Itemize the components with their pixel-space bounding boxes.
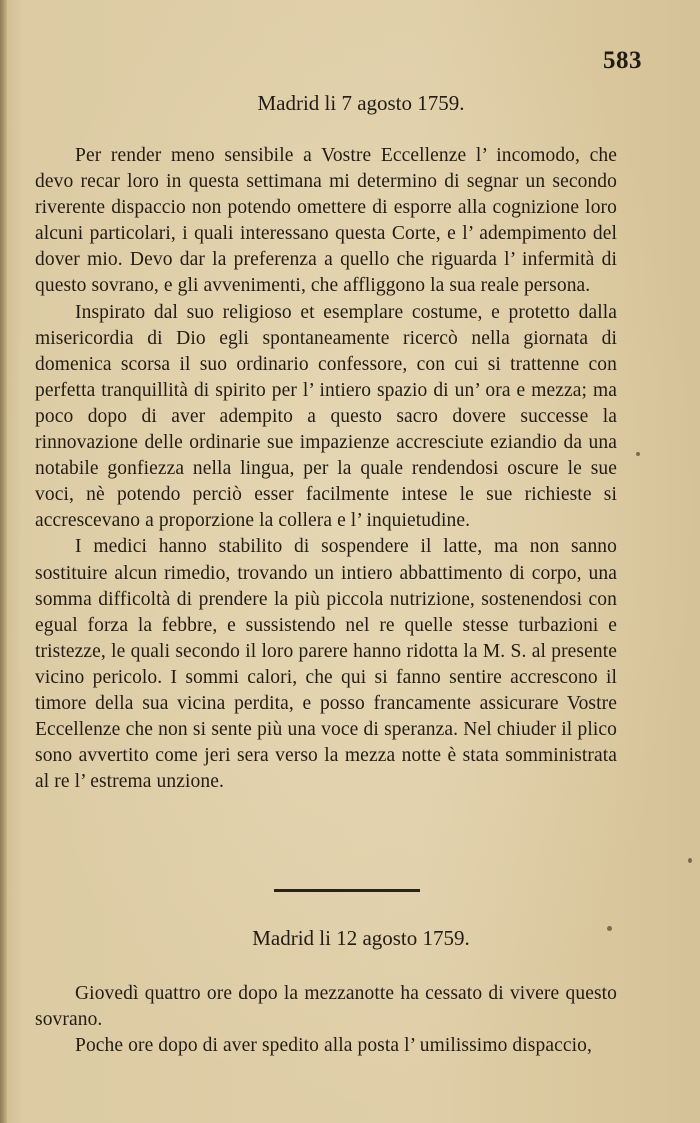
letter-1-paragraph-2: Inspirato dal suo religioso et esemplare costume, e protetto dalla misericordia di Dio egli spontaneamente ricercò nella giornata di domenica scorsa il suo ordinario confessore, con cui si trattenne con perfetta tranquillità di spirito per l’ intiero spazio di un’ ora e mezza; ma poco dopo di aver adempito a questo sacro dovere successe la rinnovazione delle ordinarie sue impazienze accresciute eziandio da una notabile gonfiezza nella lingua, per la quale rendendosi oscure le sue voci, nè potendo perciò esser facilmente intese le sue richieste si accrescevano a proporzione la collera e l’ inquietudine.	[35, 301, 617, 532]
letter-1-body	[35, 143, 617, 795]
letter-2-heading: Madrid li 12 agosto 1759.	[252, 926, 470, 950]
section-separator	[274, 889, 420, 892]
letter-1-heading: Madrid li 7 agosto 1759.	[257, 91, 465, 115]
letter-1-paragraph-3: I medici hanno stabilito di sospendere il latte, ma non sanno sostituire alcun rimedio, trovando un intiero abbattimento di corpo, una somma difficoltà di prendere la più piccola nutrizione, sostenendosi con egual forza la febbre, e sussistendo nel re quelle stesse turbazioni e tristezze, le quali secondo il loro parere hanno ridotta la M. S. al presente vicino pericolo. I sommi calori, che qui si fanno sentire accrescono il timore della sua vicina perdita, e posso francamente assicurare Vostre Eccellenze che non si sente più una voce di speranza. Nel chiuder il plico sono avvertito come jeri sera verso la mezza notte è stata somministrata al re l’ estrema unzione.	[35, 536, 617, 793]
letter-1-paragraph-1: Per render meno sensibile a Vostre Eccellenze l’ incomodo, che devo recar loro in questa settimana mi determino di segnar un secondo riverente dispaccio non potendo omettere di esporre alla cognizione loro alcuni particolari, i quali interessano questa Corte, e l’ adempimento del dover mio. Devo dar la preferenza a quello che riguarda l’ infermità di questo sovrano, e gli avvenimenti, che affliggono la sua reale persona.	[35, 145, 617, 297]
ink-spot	[688, 858, 692, 863]
ink-spot	[636, 452, 640, 456]
letter-2-body	[35, 981, 617, 1059]
ink-spot	[607, 926, 612, 931]
letter-2-paragraph-1: Giovedì quattro ore dopo la mezzanotte ha cessato di vivere questo sovrano.	[35, 983, 617, 1031]
binding-edge	[0, 0, 7, 1123]
page-number: 583	[603, 47, 642, 74]
letter-2-paragraph-2: Poche ore dopo di aver spedito alla posta l’ umilissimo dispaccio,	[75, 1035, 592, 1057]
